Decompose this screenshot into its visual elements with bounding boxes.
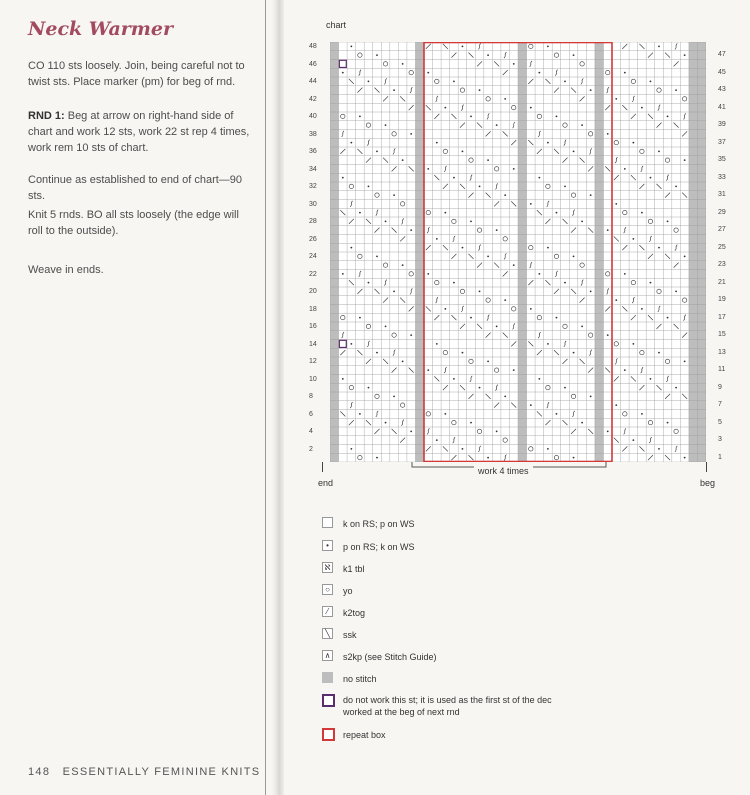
row-number-left: 14 [309,340,317,348]
row-number-left: 12 [309,358,317,365]
purl-symbol [658,352,660,354]
row-number-left: 42 [309,95,317,103]
purl-symbol [496,430,498,432]
purl-symbol [359,115,361,117]
row-number-right: 29 [718,208,726,216]
purl-symbol [564,185,566,187]
purl-symbol [547,247,549,249]
row-number-left: 20 [309,288,317,295]
purl-symbol [376,457,378,459]
purl-symbol [427,273,429,275]
paragraph-weave: Weave in ends. [28,264,104,276]
row-number-right: 21 [718,278,726,286]
paragraph-rnd-1: RND 1: Beg at arrow on right-hand side of chart and work 12 sts, work 22 st rep 4 times, work rem 10 sts of chart. [28,110,250,154]
purl-symbol [393,290,395,292]
purl-symbol [453,282,455,284]
paragraph-cast-on: CO 110 sts loosely. Join, being careful not to twist sts. Place marker (pm) for beg of rnd. [28,60,245,88]
row-number-right: 41 [718,103,726,111]
purl-symbol [538,72,540,74]
purl-symbol [453,378,455,380]
purl-symbol [385,325,387,327]
purl-symbol [436,238,438,240]
purl-symbol [453,177,455,179]
legend-label: no stitch [343,674,377,684]
pattern-title: Neck Warmer [28,18,174,40]
row-number-right: 11 [718,366,726,373]
page-footer [28,766,260,778]
purl-symbol [675,185,677,187]
purl-symbol [462,150,464,152]
purl-symbol [632,343,634,345]
purl-symbol [573,457,575,459]
purl-symbol [487,54,489,56]
row-number-left: 32 [309,183,317,190]
purl-symbol [573,54,575,56]
purl-symbol [462,45,464,47]
purl-symbol [350,247,352,249]
legend-label: do not work this st; it is used as the first st of the dec worked at the beg of next rnd [343,695,552,717]
purl-symbol [615,203,617,205]
end-tick [322,462,323,472]
row-number-right: 31 [718,191,726,198]
purl-symbol [641,413,643,415]
purl-symbol [675,89,677,91]
purl-symbol [564,282,566,284]
purl-symbol [350,45,352,47]
purl-symbol [504,98,506,100]
legend-symbol: ○ [322,584,333,595]
purl-symbol [462,247,464,249]
purl-symbol [402,159,404,161]
purl-symbol [470,317,472,319]
purl-symbol [444,107,446,109]
row-number-left: 24 [309,253,317,260]
purl-symbol [538,378,540,380]
purl-symbol [590,395,592,397]
purl-symbol [615,299,617,301]
purl-symbol [342,177,344,179]
purl-symbol [667,317,669,319]
purl-symbol [368,387,370,389]
page-divider [265,0,266,795]
purl-symbol [504,194,506,196]
purl-symbol [556,317,558,319]
purl-symbol [581,325,583,327]
purl-symbol [376,255,378,257]
purl-symbol [393,395,395,397]
paragraph-bind-off: Knit 5 rnds. BO all sts loosely (the edge will roll to the outside). [28,209,239,237]
purl-symbol [453,80,455,82]
purl-symbol [675,290,677,292]
beg-label: beg [700,478,716,488]
purl-symbol [547,448,549,450]
legend-label: k on RS; p on WS [343,519,415,529]
row-number-left: 6 [309,410,313,418]
purl-symbol [385,124,387,126]
row-number-left: 34 [309,165,317,173]
purl-symbol [359,212,361,214]
legend-symbol: ℵ [322,562,333,573]
purl-symbol [675,387,677,389]
purl-symbol [650,177,652,179]
row-number-left: 44 [309,78,317,85]
legend-symbol: ⁄ [322,606,333,617]
row-number-left: 26 [309,235,317,243]
purl-symbol [470,422,472,424]
row-number-right: 9 [718,383,722,391]
purl-symbol [513,168,515,170]
purl-symbol [513,63,515,65]
knitting-chart [330,42,706,462]
book-spine [272,0,284,795]
row-number-left: 38 [309,130,317,138]
purl-symbol [607,430,609,432]
purl-symbol [573,150,575,152]
purl-symbol [427,369,429,371]
purl-symbol [538,273,540,275]
purl-symbol [504,395,506,397]
purl-symbol [479,89,481,91]
row-number-left: 18 [309,305,317,313]
purl-symbol [402,360,404,362]
page-number: 148 [28,766,51,778]
purl-symbol [547,45,549,47]
purl-symbol [564,387,566,389]
legend-symbol [322,672,333,683]
purl-symbol [590,89,592,91]
purl-symbol [444,212,446,214]
row-number-left: 16 [309,323,317,330]
purl-symbol [658,45,660,47]
row-number-right: 47 [718,51,726,58]
row-number-left: 40 [309,113,317,120]
legend-label: k1 tbl [343,564,365,574]
row-number-left: 28 [309,218,317,225]
row-number-right: 1 [718,453,722,461]
legend-label: ssk [343,630,357,640]
purl-symbol [376,352,378,354]
purl-symbol [368,80,370,82]
purl-symbol [581,422,583,424]
row-number-right: 27 [718,226,726,233]
purl-symbol [684,457,686,459]
legend-label: p on RS; k on WS [343,542,415,552]
row-number-left: 4 [309,428,313,435]
purl-symbol [650,282,652,284]
purl-symbol [667,115,669,117]
row-number-right: 19 [718,296,726,303]
purl-symbol [641,308,643,310]
purl-symbol [496,325,498,327]
purl-symbol [581,220,583,222]
purl-symbol [350,343,352,345]
purl-symbol [650,378,652,380]
purl-symbol [427,168,429,170]
repeat-label: work 4 times [474,466,533,476]
legend-label: yo [343,586,353,596]
legend-symbol [322,694,335,707]
purl-symbol [547,343,549,345]
purl-symbol [684,159,686,161]
purl-symbol [487,159,489,161]
row-number-right: 37 [718,138,726,146]
purl-symbol [564,80,566,82]
purl-symbol [504,299,506,301]
purl-symbol [393,89,395,91]
purl-symbol [376,150,378,152]
row-number-right: 13 [718,348,726,356]
purl-symbol [479,387,481,389]
row-number-left: 2 [309,445,313,453]
purl-symbol [624,273,626,275]
purl-symbol [436,142,438,144]
purl-symbol [470,115,472,117]
purl-symbol [658,247,660,249]
purl-symbol [496,229,498,231]
row-number-left: 8 [309,393,313,400]
purl-symbol [350,448,352,450]
row-number-left: 30 [309,200,317,208]
row-number-right: 5 [718,418,722,426]
purl-symbol [436,439,438,441]
purl-symbol [530,308,532,310]
purl-symbol [530,107,532,109]
row-number-right: 15 [718,331,726,338]
end-label: end [318,478,334,488]
purl-symbol [624,72,626,74]
row-number-right: 33 [718,173,726,181]
purl-symbol [607,133,609,135]
purl-symbol [556,115,558,117]
row-number-right: 45 [718,68,726,76]
row-number-left: 36 [309,148,317,155]
legend-symbol: ╲ [322,628,333,639]
purl-symbol [658,150,660,152]
purl-symbol [590,194,592,196]
purl-symbol [376,54,378,56]
purl-symbol [624,369,626,371]
purl-symbol [385,220,387,222]
purl-symbol [359,317,361,319]
purl-symbol [556,413,558,415]
purl-symbol [513,264,515,266]
purl-symbol [615,404,617,406]
purl-symbol [658,448,660,450]
purl-symbol [410,229,412,231]
paragraph-continue: Continue as established to end of chart—90 sts. [28,174,243,202]
purl-symbol [444,308,446,310]
purl-symbol [393,194,395,196]
purl-symbol [402,63,404,65]
purl-symbol [350,142,352,144]
purl-symbol [556,212,558,214]
purl-symbol [487,360,489,362]
purl-symbol [641,212,643,214]
row-number-right: 3 [718,436,722,443]
row-number-left: 22 [309,270,317,278]
legend-symbol: ∧ [322,650,333,661]
purl-symbol [410,133,412,135]
purl-symbol [632,439,634,441]
purl-symbol [573,255,575,257]
purl-symbol [684,255,686,257]
purl-symbol [641,107,643,109]
purl-symbol [581,124,583,126]
purl-symbol [342,378,344,380]
purl-symbol [470,220,472,222]
purl-symbol [385,422,387,424]
purl-symbol [427,72,429,74]
row-number-left: 10 [309,375,317,383]
purl-symbol [513,369,515,371]
purl-symbol [436,343,438,345]
row-number-right: 23 [718,261,726,268]
purl-symbol [359,413,361,415]
legend-label: repeat box [343,730,386,740]
legend-symbol [322,728,335,741]
purl-symbol [547,142,549,144]
book-title: ESSENTIALLY FEMININE KNITS [62,766,261,778]
purl-symbol [444,413,446,415]
purl-symbol [487,255,489,257]
legend-symbol [322,517,333,528]
purl-symbol [479,290,481,292]
row-number-right: 39 [718,121,726,128]
purl-symbol [684,54,686,56]
legend-label: s2kp (see Stitch Guide) [343,652,437,662]
purl-symbol [667,220,669,222]
purl-symbol [615,98,617,100]
row-number-right: 25 [718,243,726,251]
purl-symbol [410,334,412,336]
purl-symbol [342,273,344,275]
purl-symbol [368,185,370,187]
purl-symbol [607,334,609,336]
row-number-right: 7 [718,401,722,408]
purl-symbol [530,404,532,406]
row-number-left: 46 [309,60,317,68]
purl-symbol [650,80,652,82]
purl-symbol [487,457,489,459]
purl-symbol [590,290,592,292]
row-number-right: 17 [718,313,726,321]
purl-symbol [538,177,540,179]
legend-label: k2tog [343,608,366,618]
purl-symbol [573,352,575,354]
purl-symbol [496,124,498,126]
purl-symbol [667,422,669,424]
row-number-right: 43 [718,86,726,93]
purl-symbol [462,448,464,450]
purl-symbol [632,238,634,240]
legend-symbol: • [322,540,333,551]
purl-symbol [410,430,412,432]
purl-symbol [479,185,481,187]
purl-symbol [684,360,686,362]
beg-tick [706,462,707,472]
chart-label: chart [326,20,347,30]
purl-symbol [624,168,626,170]
purl-symbol [342,72,344,74]
purl-symbol [530,203,532,205]
purl-symbol [462,352,464,354]
purl-symbol [607,229,609,231]
purl-symbol [402,264,404,266]
purl-symbol [632,142,634,144]
row-number-right: 35 [718,156,726,163]
purl-symbol [368,282,370,284]
row-number-left: 48 [309,43,317,50]
